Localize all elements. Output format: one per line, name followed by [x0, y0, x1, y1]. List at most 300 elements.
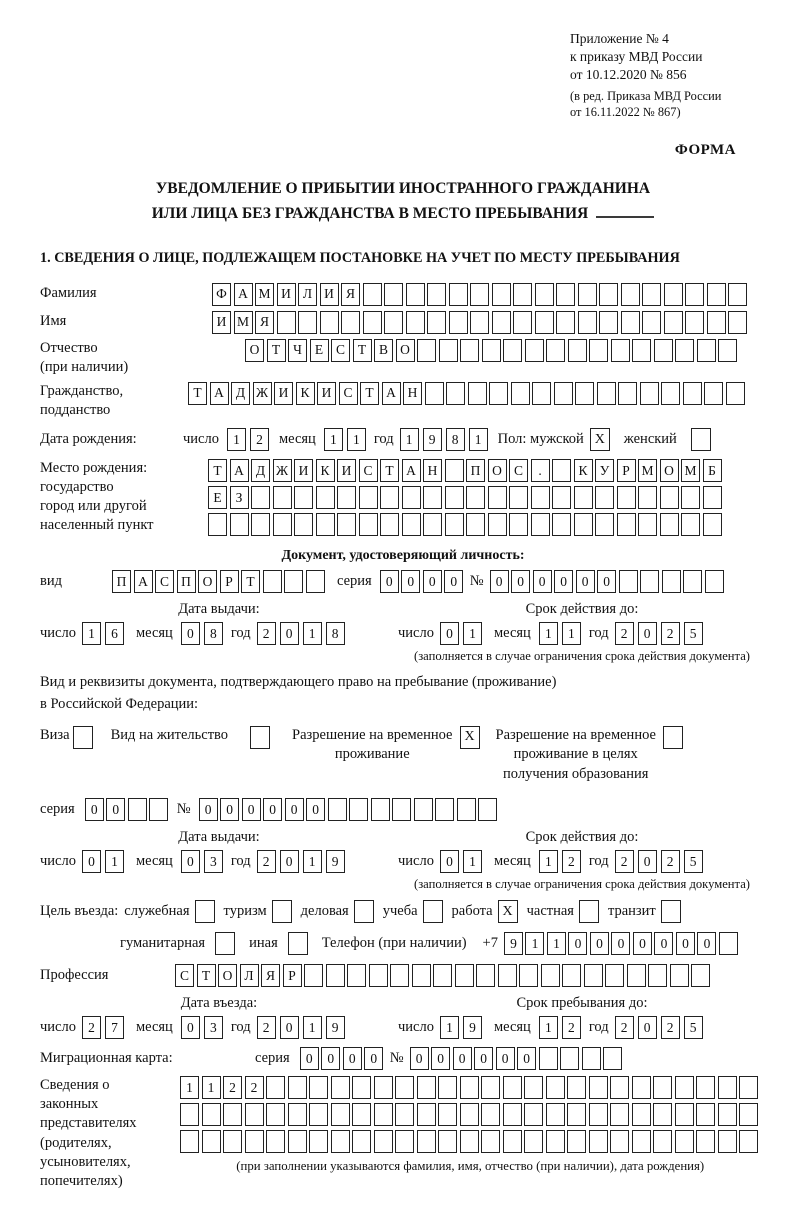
char-cell[interactable] — [288, 1130, 307, 1153]
char-cell[interactable] — [352, 1076, 371, 1099]
char-cell[interactable] — [532, 382, 551, 405]
char-cell[interactable] — [481, 1130, 500, 1153]
char-cell[interactable] — [427, 311, 446, 334]
char-cell[interactable]: Л — [240, 964, 259, 987]
char-cell[interactable] — [460, 1076, 479, 1099]
char-cell[interactable] — [417, 1130, 436, 1153]
char-cell[interactable]: З — [230, 486, 249, 509]
char-cell[interactable]: Я — [261, 964, 280, 987]
char-cell[interactable] — [478, 798, 497, 821]
char-cell[interactable]: 1 — [303, 1016, 322, 1039]
char-cell[interactable] — [589, 1130, 608, 1153]
char-cell[interactable] — [524, 1103, 543, 1126]
char-cell[interactable] — [337, 513, 356, 536]
char-cell[interactable] — [445, 459, 464, 482]
purpose-commercial-checkbox[interactable] — [354, 900, 374, 923]
char-cell[interactable]: 0 — [106, 798, 125, 821]
char-cell[interactable] — [718, 1130, 737, 1153]
char-cell[interactable] — [288, 1103, 307, 1126]
char-cell[interactable] — [691, 964, 710, 987]
char-cell[interactable]: 5 — [684, 1016, 703, 1039]
char-cell[interactable] — [470, 283, 489, 306]
char-cell[interactable] — [546, 1103, 565, 1126]
char-cell[interactable]: О — [198, 570, 217, 593]
char-cell[interactable] — [438, 1103, 457, 1126]
char-cell[interactable] — [719, 932, 738, 955]
char-cell[interactable] — [349, 798, 368, 821]
char-cell[interactable] — [266, 1076, 285, 1099]
char-cell[interactable]: 0 — [321, 1047, 340, 1070]
char-cell[interactable] — [202, 1103, 221, 1126]
char-cell[interactable]: Т — [188, 382, 207, 405]
char-cell[interactable]: Ф — [212, 283, 231, 306]
char-cell[interactable]: И — [294, 459, 313, 482]
char-cell[interactable]: 0 — [633, 932, 652, 955]
char-cell[interactable] — [574, 513, 593, 536]
char-cell[interactable]: 0 — [517, 1047, 536, 1070]
gender-male-checkbox[interactable]: X — [590, 428, 610, 451]
gender-female-checkbox[interactable] — [691, 428, 711, 451]
char-cell[interactable] — [599, 311, 618, 334]
char-cell[interactable]: С — [331, 339, 350, 362]
char-cell[interactable] — [180, 1103, 199, 1126]
char-cell[interactable] — [546, 339, 565, 362]
char-cell[interactable]: 2 — [661, 622, 680, 645]
char-cell[interactable]: 1 — [440, 1016, 459, 1039]
char-cell[interactable]: М — [681, 459, 700, 482]
char-cell[interactable]: 2 — [245, 1076, 264, 1099]
char-cell[interactable] — [685, 283, 704, 306]
char-cell[interactable] — [331, 1130, 350, 1153]
char-cell[interactable]: И — [320, 283, 339, 306]
char-cell[interactable] — [617, 513, 636, 536]
char-cell[interactable]: 0 — [199, 798, 218, 821]
char-cell[interactable] — [402, 513, 421, 536]
char-cell[interactable] — [670, 964, 689, 987]
char-cell[interactable] — [642, 283, 661, 306]
char-cell[interactable]: 0 — [453, 1047, 472, 1070]
char-cell[interactable] — [539, 1047, 558, 1070]
char-cell[interactable] — [455, 964, 474, 987]
char-cell[interactable]: 1 — [324, 428, 343, 451]
char-cell[interactable] — [503, 1130, 522, 1153]
char-cell[interactable]: 5 — [684, 622, 703, 645]
char-cell[interactable] — [662, 570, 681, 593]
char-cell[interactable] — [460, 339, 479, 362]
char-cell[interactable] — [718, 1103, 737, 1126]
char-cell[interactable]: 0 — [496, 1047, 515, 1070]
char-cell[interactable]: 0 — [697, 932, 716, 955]
char-cell[interactable] — [509, 513, 528, 536]
char-cell[interactable]: 1 — [547, 932, 566, 955]
char-cell[interactable]: 0 — [82, 850, 101, 873]
char-cell[interactable]: 2 — [562, 1016, 581, 1039]
char-cell[interactable] — [492, 283, 511, 306]
char-cell[interactable] — [584, 964, 603, 987]
char-cell[interactable]: 0 — [181, 622, 200, 645]
char-cell[interactable] — [263, 570, 282, 593]
char-cell[interactable]: А — [210, 382, 229, 405]
char-cell[interactable] — [320, 311, 339, 334]
char-cell[interactable] — [696, 1103, 715, 1126]
char-cell[interactable] — [277, 311, 296, 334]
char-cell[interactable]: 0 — [431, 1047, 450, 1070]
char-cell[interactable] — [707, 283, 726, 306]
char-cell[interactable] — [180, 1130, 199, 1153]
char-cell[interactable]: К — [296, 382, 315, 405]
char-cell[interactable]: 0 — [511, 570, 530, 593]
char-cell[interactable] — [703, 486, 722, 509]
char-cell[interactable]: Е — [208, 486, 227, 509]
visa-checkbox[interactable] — [73, 726, 93, 749]
char-cell[interactable]: 1 — [180, 1076, 199, 1099]
char-cell[interactable]: 6 — [105, 622, 124, 645]
char-cell[interactable] — [298, 311, 317, 334]
char-cell[interactable]: Т — [267, 339, 286, 362]
char-cell[interactable]: 2 — [257, 850, 276, 873]
char-cell[interactable] — [535, 311, 554, 334]
char-cell[interactable] — [395, 1076, 414, 1099]
char-cell[interactable] — [380, 486, 399, 509]
char-cell[interactable]: И — [274, 382, 293, 405]
char-cell[interactable]: О — [660, 459, 679, 482]
char-cell[interactable]: 0 — [490, 570, 509, 593]
char-cell[interactable] — [359, 513, 378, 536]
char-cell[interactable] — [664, 283, 683, 306]
char-cell[interactable] — [611, 339, 630, 362]
char-cell[interactable] — [359, 486, 378, 509]
char-cell[interactable] — [273, 513, 292, 536]
char-cell[interactable] — [653, 1130, 672, 1153]
char-cell[interactable] — [202, 1130, 221, 1153]
char-cell[interactable] — [352, 1103, 371, 1126]
char-cell[interactable] — [696, 1076, 715, 1099]
char-cell[interactable] — [739, 1130, 758, 1153]
char-cell[interactable] — [470, 311, 489, 334]
char-cell[interactable] — [726, 382, 745, 405]
char-cell[interactable] — [449, 283, 468, 306]
char-cell[interactable]: 0 — [220, 798, 239, 821]
temp-residence-edu-checkbox[interactable] — [663, 726, 683, 749]
char-cell[interactable] — [599, 283, 618, 306]
purpose-other-checkbox[interactable] — [288, 932, 308, 955]
char-cell[interactable] — [511, 382, 530, 405]
char-cell[interactable] — [610, 1103, 629, 1126]
char-cell[interactable] — [476, 964, 495, 987]
char-cell[interactable]: К — [316, 459, 335, 482]
char-cell[interactable] — [294, 486, 313, 509]
char-cell[interactable]: 0 — [533, 570, 552, 593]
char-cell[interactable]: О — [245, 339, 264, 362]
char-cell[interactable] — [423, 486, 442, 509]
char-cell[interactable] — [406, 283, 425, 306]
char-cell[interactable] — [582, 1047, 601, 1070]
char-cell[interactable] — [445, 486, 464, 509]
char-cell[interactable] — [251, 486, 270, 509]
char-cell[interactable]: 0 — [590, 932, 609, 955]
char-cell[interactable]: О — [218, 964, 237, 987]
char-cell[interactable]: 1 — [105, 850, 124, 873]
char-cell[interactable] — [524, 1076, 543, 1099]
char-cell[interactable]: Т — [360, 382, 379, 405]
char-cell[interactable]: Т — [197, 964, 216, 987]
char-cell[interactable] — [642, 311, 661, 334]
char-cell[interactable]: 2 — [257, 622, 276, 645]
char-cell[interactable]: 0 — [440, 850, 459, 873]
char-cell[interactable]: М — [638, 459, 657, 482]
char-cell[interactable]: В — [374, 339, 393, 362]
char-cell[interactable] — [619, 570, 638, 593]
char-cell[interactable] — [503, 339, 522, 362]
char-cell[interactable] — [331, 1076, 350, 1099]
char-cell[interactable]: . — [531, 459, 550, 482]
char-cell[interactable] — [718, 339, 737, 362]
char-cell[interactable]: 2 — [615, 1016, 634, 1039]
char-cell[interactable]: 0 — [263, 798, 282, 821]
char-cell[interactable]: К — [574, 459, 593, 482]
char-cell[interactable] — [384, 311, 403, 334]
char-cell[interactable]: 8 — [446, 428, 465, 451]
char-cell[interactable]: 0 — [554, 570, 573, 593]
char-cell[interactable] — [697, 339, 716, 362]
char-cell[interactable] — [627, 964, 646, 987]
char-cell[interactable] — [560, 1047, 579, 1070]
char-cell[interactable]: 0 — [423, 570, 442, 593]
char-cell[interactable] — [603, 1047, 622, 1070]
char-cell[interactable]: 3 — [204, 1016, 223, 1039]
temp-residence-checkbox[interactable]: X — [460, 726, 480, 749]
char-cell[interactable] — [739, 1103, 758, 1126]
char-cell[interactable]: С — [359, 459, 378, 482]
char-cell[interactable] — [621, 283, 640, 306]
char-cell[interactable] — [503, 1103, 522, 1126]
char-cell[interactable] — [482, 339, 501, 362]
char-cell[interactable] — [492, 311, 511, 334]
char-cell[interactable] — [273, 486, 292, 509]
char-cell[interactable] — [541, 964, 560, 987]
char-cell[interactable] — [149, 798, 168, 821]
char-cell[interactable] — [531, 513, 550, 536]
char-cell[interactable] — [466, 486, 485, 509]
purpose-tourism-checkbox[interactable] — [272, 900, 292, 923]
char-cell[interactable]: 1 — [303, 622, 322, 645]
char-cell[interactable] — [739, 1076, 758, 1099]
char-cell[interactable] — [653, 1076, 672, 1099]
char-cell[interactable] — [683, 570, 702, 593]
char-cell[interactable] — [660, 513, 679, 536]
char-cell[interactable]: Ч — [288, 339, 307, 362]
purpose-study-checkbox[interactable] — [423, 900, 443, 923]
char-cell[interactable] — [245, 1130, 264, 1153]
char-cell[interactable] — [417, 1076, 436, 1099]
char-cell[interactable]: 0 — [638, 1016, 657, 1039]
char-cell[interactable] — [251, 513, 270, 536]
char-cell[interactable] — [395, 1130, 414, 1153]
char-cell[interactable]: 0 — [306, 798, 325, 821]
char-cell[interactable] — [466, 513, 485, 536]
char-cell[interactable]: 1 — [347, 428, 366, 451]
char-cell[interactable] — [513, 311, 532, 334]
char-cell[interactable] — [681, 486, 700, 509]
char-cell[interactable] — [316, 513, 335, 536]
char-cell[interactable]: 2 — [250, 428, 269, 451]
char-cell[interactable] — [406, 311, 425, 334]
char-cell[interactable]: 1 — [463, 850, 482, 873]
char-cell[interactable]: 1 — [82, 622, 101, 645]
char-cell[interactable] — [610, 1130, 629, 1153]
char-cell[interactable]: 9 — [463, 1016, 482, 1039]
char-cell[interactable]: Р — [283, 964, 302, 987]
char-cell[interactable] — [618, 382, 637, 405]
char-cell[interactable]: С — [339, 382, 358, 405]
char-cell[interactable] — [445, 513, 464, 536]
char-cell[interactable] — [306, 570, 325, 593]
char-cell[interactable]: Б — [703, 459, 722, 482]
char-cell[interactable]: Т — [241, 570, 260, 593]
char-cell[interactable]: О — [488, 459, 507, 482]
char-cell[interactable] — [509, 486, 528, 509]
char-cell[interactable]: 0 — [401, 570, 420, 593]
char-cell[interactable] — [417, 339, 436, 362]
char-cell[interactable]: Т — [380, 459, 399, 482]
purpose-transit-checkbox[interactable] — [661, 900, 681, 923]
char-cell[interactable] — [284, 570, 303, 593]
char-cell[interactable]: 0 — [380, 570, 399, 593]
char-cell[interactable] — [546, 1076, 565, 1099]
char-cell[interactable]: 2 — [562, 850, 581, 873]
char-cell[interactable] — [640, 382, 659, 405]
char-cell[interactable]: 0 — [676, 932, 695, 955]
char-cell[interactable]: 0 — [410, 1047, 429, 1070]
char-cell[interactable] — [363, 283, 382, 306]
char-cell[interactable] — [425, 382, 444, 405]
char-cell[interactable]: 0 — [654, 932, 673, 955]
char-cell[interactable] — [288, 1076, 307, 1099]
char-cell[interactable] — [552, 513, 571, 536]
char-cell[interactable] — [488, 513, 507, 536]
char-cell[interactable]: 1 — [469, 428, 488, 451]
char-cell[interactable] — [574, 486, 593, 509]
char-cell[interactable] — [661, 382, 680, 405]
char-cell[interactable] — [567, 1130, 586, 1153]
char-cell[interactable]: Д — [231, 382, 250, 405]
char-cell[interactable]: А — [234, 283, 253, 306]
char-cell[interactable]: 0 — [300, 1047, 319, 1070]
char-cell[interactable] — [304, 964, 323, 987]
char-cell[interactable] — [707, 311, 726, 334]
char-cell[interactable]: 0 — [285, 798, 304, 821]
char-cell[interactable]: И — [317, 382, 336, 405]
char-cell[interactable] — [660, 486, 679, 509]
char-cell[interactable] — [371, 798, 390, 821]
char-cell[interactable] — [337, 486, 356, 509]
char-cell[interactable]: 2 — [661, 850, 680, 873]
char-cell[interactable]: 7 — [105, 1016, 124, 1039]
char-cell[interactable] — [648, 964, 667, 987]
char-cell[interactable]: 2 — [257, 1016, 276, 1039]
char-cell[interactable] — [552, 486, 571, 509]
char-cell[interactable] — [546, 1130, 565, 1153]
char-cell[interactable] — [519, 964, 538, 987]
char-cell[interactable] — [605, 964, 624, 987]
char-cell[interactable] — [575, 382, 594, 405]
char-cell[interactable] — [621, 311, 640, 334]
char-cell[interactable]: С — [175, 964, 194, 987]
char-cell[interactable]: 2 — [615, 622, 634, 645]
char-cell[interactable] — [374, 1103, 393, 1126]
char-cell[interactable]: 1 — [562, 622, 581, 645]
char-cell[interactable]: И — [337, 459, 356, 482]
char-cell[interactable]: Р — [220, 570, 239, 593]
char-cell[interactable]: С — [509, 459, 528, 482]
char-cell[interactable] — [230, 513, 249, 536]
char-cell[interactable]: 9 — [326, 1016, 345, 1039]
char-cell[interactable]: 1 — [463, 622, 482, 645]
char-cell[interactable]: 0 — [474, 1047, 493, 1070]
char-cell[interactable]: И — [277, 283, 296, 306]
char-cell[interactable] — [309, 1130, 328, 1153]
char-cell[interactable] — [696, 1130, 715, 1153]
char-cell[interactable] — [525, 339, 544, 362]
char-cell[interactable]: Р — [617, 459, 636, 482]
char-cell[interactable] — [380, 513, 399, 536]
char-cell[interactable]: О — [396, 339, 415, 362]
char-cell[interactable]: Ж — [273, 459, 292, 482]
purpose-work-checkbox[interactable]: X — [498, 900, 518, 923]
char-cell[interactable]: 0 — [364, 1047, 383, 1070]
char-cell[interactable] — [294, 513, 313, 536]
char-cell[interactable]: П — [466, 459, 485, 482]
char-cell[interactable] — [266, 1130, 285, 1153]
char-cell[interactable] — [589, 1076, 608, 1099]
char-cell[interactable]: М — [255, 283, 274, 306]
char-cell[interactable] — [524, 1130, 543, 1153]
char-cell[interactable]: 0 — [611, 932, 630, 955]
char-cell[interactable] — [438, 1076, 457, 1099]
char-cell[interactable] — [384, 283, 403, 306]
purpose-humanitarian-checkbox[interactable] — [215, 932, 235, 955]
residence-permit-checkbox[interactable] — [250, 726, 270, 749]
char-cell[interactable]: 0 — [638, 622, 657, 645]
char-cell[interactable] — [675, 1103, 694, 1126]
char-cell[interactable] — [489, 382, 508, 405]
char-cell[interactable] — [316, 486, 335, 509]
char-cell[interactable]: 2 — [661, 1016, 680, 1039]
char-cell[interactable] — [439, 339, 458, 362]
char-cell[interactable] — [369, 964, 388, 987]
char-cell[interactable]: 0 — [280, 622, 299, 645]
char-cell[interactable]: 0 — [343, 1047, 362, 1070]
char-cell[interactable] — [703, 513, 722, 536]
char-cell[interactable]: 1 — [202, 1076, 221, 1099]
char-cell[interactable] — [589, 339, 608, 362]
char-cell[interactable] — [675, 1076, 694, 1099]
char-cell[interactable] — [449, 311, 468, 334]
char-cell[interactable]: С — [155, 570, 174, 593]
purpose-business-checkbox[interactable] — [195, 900, 215, 923]
char-cell[interactable] — [675, 339, 694, 362]
char-cell[interactable]: 0 — [568, 932, 587, 955]
char-cell[interactable] — [374, 1130, 393, 1153]
char-cell[interactable] — [223, 1103, 242, 1126]
char-cell[interactable] — [374, 1076, 393, 1099]
char-cell[interactable] — [309, 1103, 328, 1126]
char-cell[interactable]: 0 — [85, 798, 104, 821]
char-cell[interactable] — [718, 1076, 737, 1099]
char-cell[interactable] — [435, 798, 454, 821]
char-cell[interactable]: 1 — [539, 1016, 558, 1039]
char-cell[interactable] — [638, 513, 657, 536]
